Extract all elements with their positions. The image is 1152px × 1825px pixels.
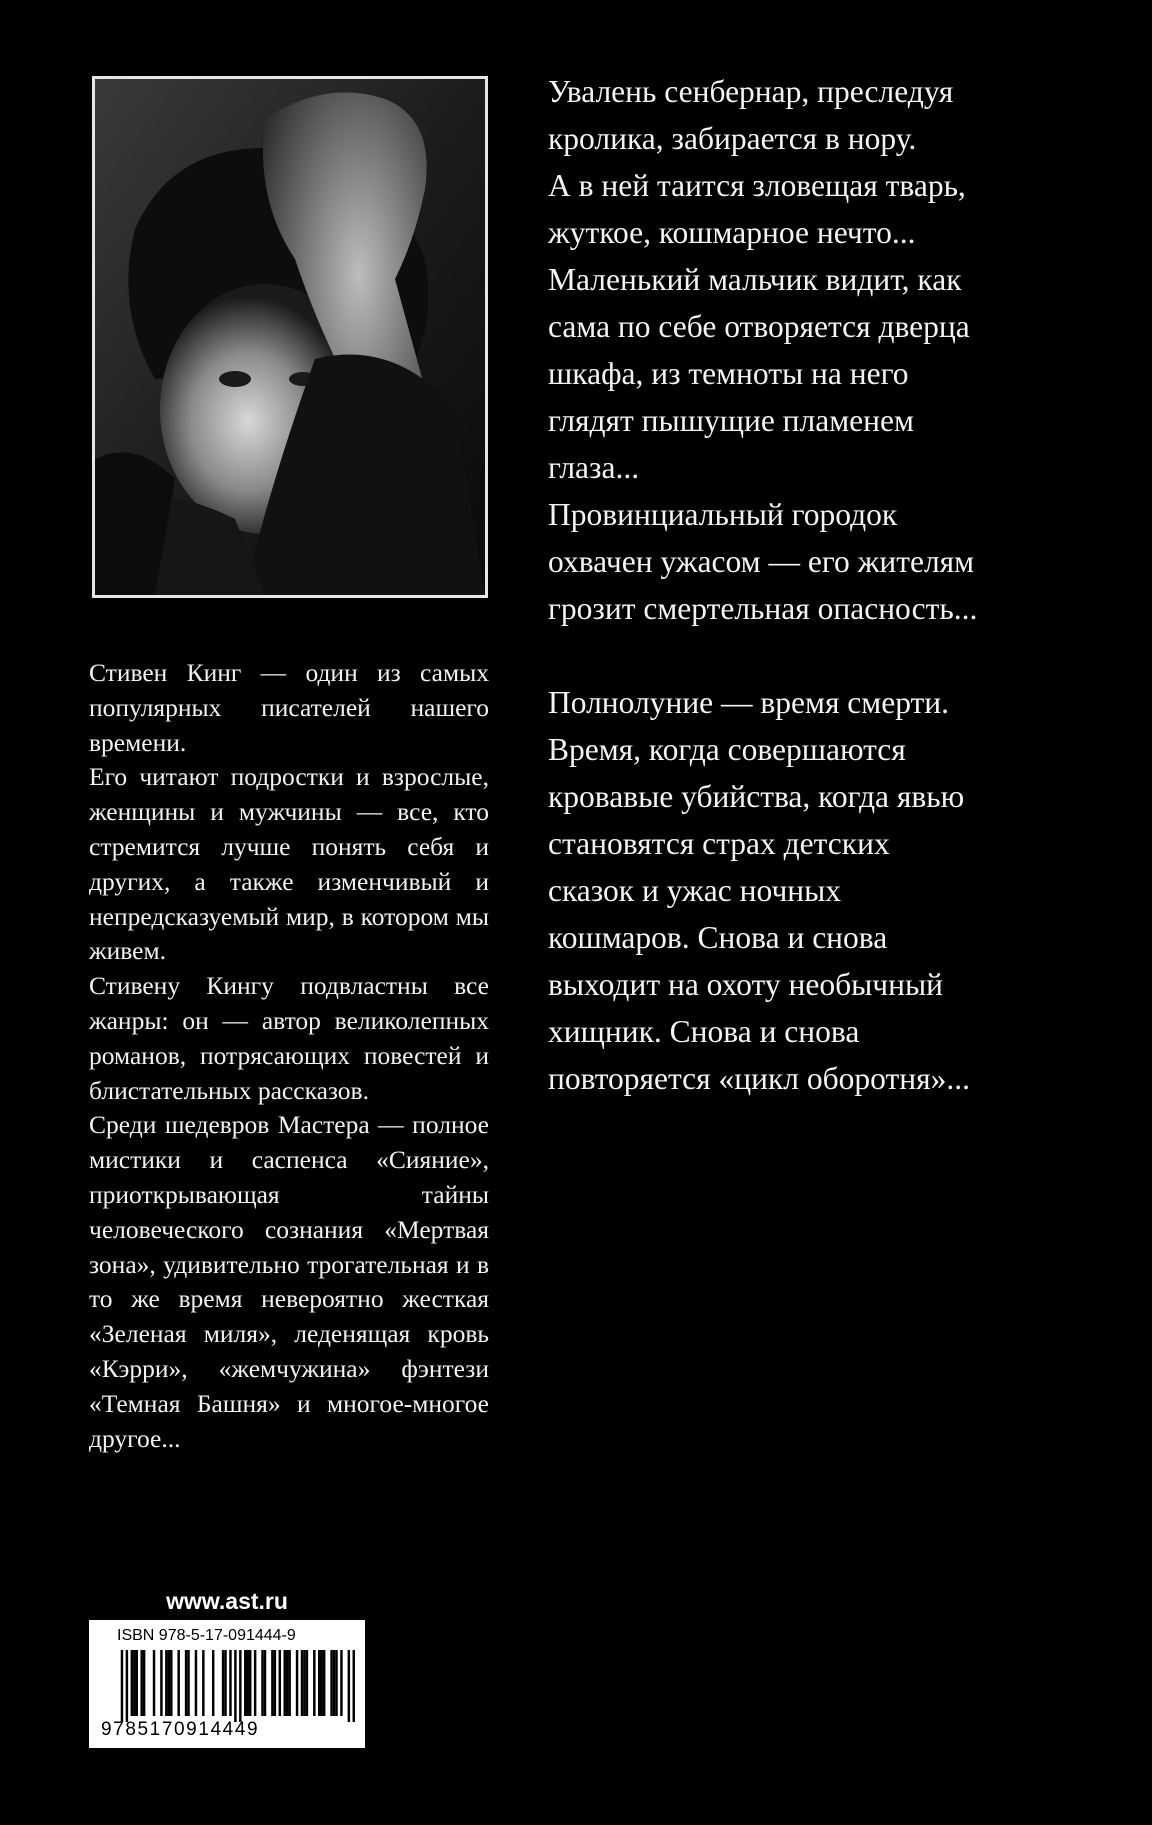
publisher-website: www.ast.ru (166, 1588, 288, 1614)
blurb-line: Полнолуние — время смерти. (548, 685, 950, 720)
bio-paragraph: Его читают подростки и взрослые, женщины и мужчины — все, кто стремится лучше понять себя и других, а также изменчивый и непредсказуемый мир, в котором мы живем. (89, 762, 489, 966)
blurb-line: сама по себе отворяется дверца (548, 309, 970, 344)
barcode-bar (160, 1650, 162, 1716)
bio-paragraph: Среди шедевров Мастера — полное мистики и саспенса «Сияние», приоткрывающая тайны человеческого сознания «Мертвая зона», удивительно трогательная и в то же время невероятно жесткая «Зеленая миля», леденящая кровь «Кэрри», «жемчужина» фэнтези «Темная Башня» и многое-многое другое... (89, 1110, 489, 1453)
barcode-bar (323, 1650, 325, 1716)
barcode-bar (222, 1650, 224, 1716)
blurb-line: выходит на охоту необычный (548, 967, 943, 1002)
barcode-bar (303, 1650, 305, 1716)
barcode-bar (330, 1650, 332, 1716)
barcode-bar (136, 1650, 138, 1716)
barcode-bar (296, 1650, 298, 1716)
barcode-bar (353, 1650, 355, 1722)
blurb-line: Провинциальный городок (548, 497, 898, 532)
barcode-bar (318, 1650, 320, 1716)
barcode-bar (333, 1650, 335, 1716)
barcode-bar (140, 1650, 142, 1716)
barcode-bar (249, 1650, 251, 1716)
barcode-bar (244, 1650, 246, 1716)
blurb-block-2 (548, 679, 1088, 1102)
blurb-line: становятся страх детских (548, 826, 890, 861)
barcode-bar (229, 1650, 231, 1716)
blurb-line: хищник. Снова и снова (548, 1014, 860, 1049)
blurb-line: Маленький мальчик видит, как (548, 262, 962, 297)
barcode-bar (224, 1650, 226, 1716)
book-blurb (548, 68, 1088, 1102)
barcode-bar (153, 1650, 155, 1716)
barcode-digits: 9785170914449 (101, 1719, 260, 1740)
author-photo (92, 76, 488, 598)
barcode-bar (286, 1650, 288, 1716)
barcode-bar (313, 1650, 315, 1716)
author-bio (89, 656, 489, 1456)
barcode-bar (348, 1650, 350, 1722)
barcode-bar (195, 1650, 197, 1716)
blurb-line: повторяется «цикл оборотня»... (548, 1061, 970, 1096)
barcode-icon (101, 1650, 355, 1722)
barcode-bar (288, 1650, 290, 1716)
barcode-bar (187, 1650, 189, 1716)
barcode-bar (239, 1650, 241, 1722)
blurb-line: грозит смертельная опасность... (548, 591, 978, 626)
blurb-line: кровавые убийства, когда явью (548, 779, 965, 814)
blurb-line: глядят пышущие пламенем (548, 403, 914, 438)
blurb-line: кошмаров. Снова и снова (548, 920, 888, 955)
barcode-bar (254, 1650, 256, 1716)
barcode-bar (131, 1650, 133, 1716)
barcode-bar (340, 1650, 342, 1716)
barcode-bar (335, 1650, 337, 1716)
barcode-bar (143, 1650, 145, 1716)
isbn-label: ISBN 978-5-17-091444-9 (117, 1627, 296, 1644)
barcode-bar (177, 1650, 179, 1716)
bio-paragraph: Стивену Кингу подвластны все жанры: он — автор великолепных романов, потрясающих повестей и блистательных рассказов. (89, 971, 489, 1105)
blurb-line: Время, когда совершаются (548, 732, 906, 767)
barcode-bar (165, 1650, 167, 1716)
blurb-line: кролика, забирается в нору. (548, 121, 917, 156)
barcode-bar (170, 1650, 172, 1716)
barcode-bar (126, 1650, 128, 1722)
blurb-line: сказок и ужас ночных (548, 873, 842, 908)
barcode-bar (234, 1650, 236, 1722)
barcode-bar (212, 1650, 214, 1716)
barcode-bar (261, 1650, 263, 1716)
blurb-block-1 (548, 68, 1088, 632)
blurb-line: Увалень сенбернар, преследуя (548, 74, 954, 109)
barcode-bar (121, 1650, 123, 1722)
bio-paragraph: Стивен Кинг — один из самых популярных писателей нашего времени. (89, 658, 489, 757)
barcode-bar (133, 1650, 135, 1716)
isbn-barcode (89, 1620, 365, 1748)
blurb-line: жуткое, кошмарное нечто... (548, 215, 916, 250)
barcode-bar (301, 1650, 303, 1716)
barcode-bar (247, 1650, 249, 1716)
barcode-bar (264, 1650, 266, 1716)
barcode-bar (279, 1650, 281, 1716)
barcode-bar (168, 1650, 170, 1716)
author-portrait-icon (95, 79, 485, 595)
blurb-line: шкафа, из темноты на него (548, 356, 909, 391)
barcode-bar (274, 1650, 276, 1716)
barcode-bar (306, 1650, 308, 1716)
barcode-bar (320, 1650, 322, 1716)
barcode-bar (283, 1650, 285, 1716)
barcode-bar (185, 1650, 187, 1716)
blurb-line: охвачен ужасом — его жителям (548, 544, 975, 579)
barcode-bar (202, 1650, 204, 1716)
blurb-line: А в ней таится зловещая тварь, (548, 168, 966, 203)
paragraph-gap (548, 632, 1088, 679)
blurb-line: глаза... (548, 450, 640, 485)
barcode-bar (271, 1650, 273, 1716)
